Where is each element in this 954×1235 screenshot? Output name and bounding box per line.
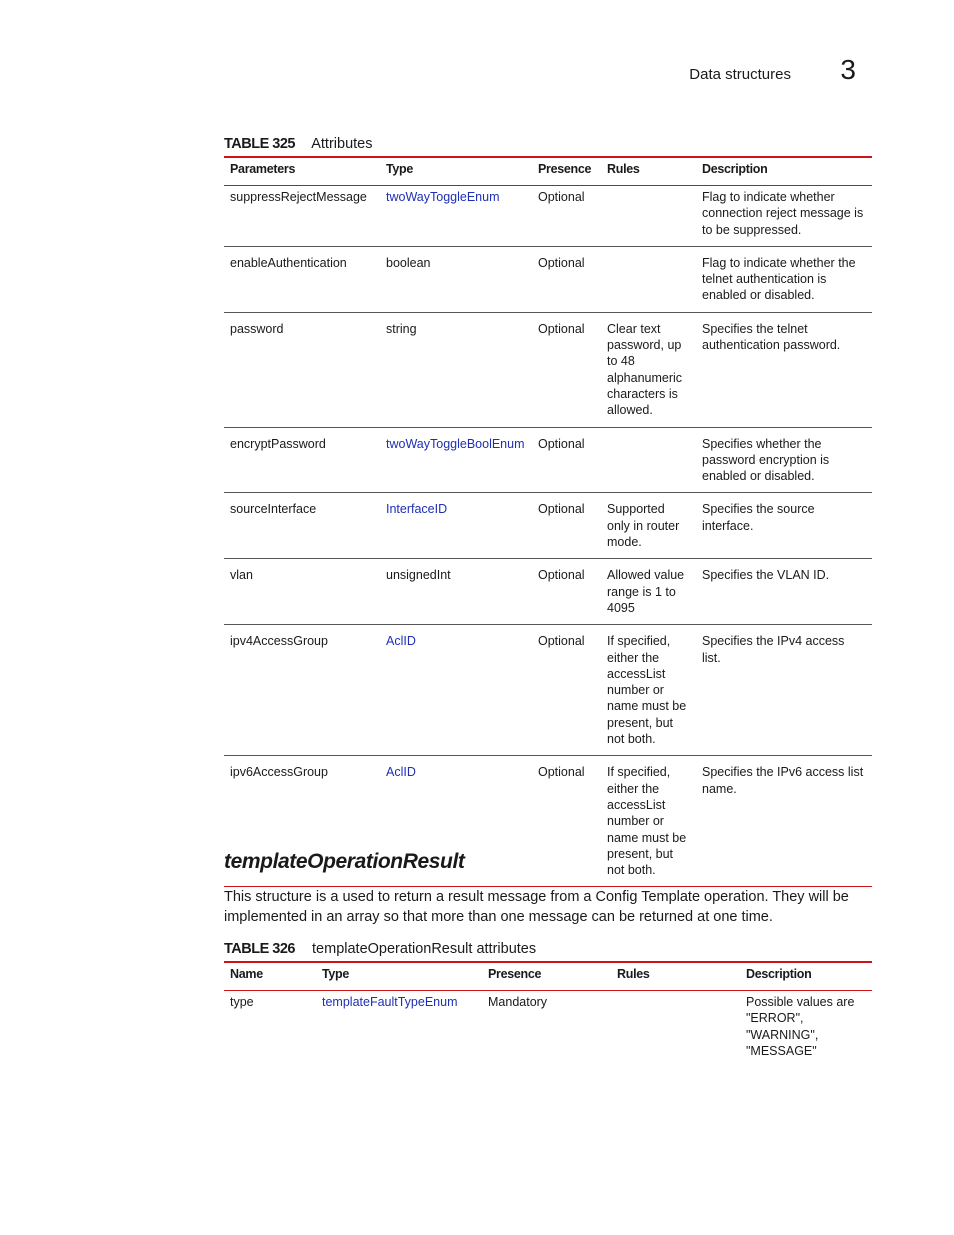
parameter-cell: password [224,312,380,427]
type-link[interactable]: templateFaultTypeEnum [322,995,458,1009]
column-header: Description [740,962,872,991]
column-header: Presence [482,962,611,991]
chapter-number: 3 [840,54,856,85]
rules-cell [601,246,696,312]
table-326-caption [224,941,536,957]
type-link[interactable]: AclID [386,634,416,649]
type-link[interactable]: twoWayToggleEnum [386,190,500,204]
rules-cell [601,427,696,493]
column-header: Description [696,157,872,186]
type-link[interactable]: twoWayToggleBoolEnum [386,436,525,451]
table-row [224,559,872,625]
type-cell [380,493,532,559]
presence-cell: Optional [532,493,601,559]
parameter-cell: vlan [224,559,380,625]
type-cell [380,427,532,493]
table-325-caption [224,136,372,152]
column-header: Type [316,962,482,991]
column-header: Type [380,157,532,186]
parameter-cell: enableAuthentication [224,246,380,312]
table-326-body [224,991,872,1068]
presence-cell: Mandatory [488,995,548,1009]
parameter-cell: encryptPassword [224,427,380,493]
type-cell: string [380,312,532,427]
table-row [224,991,872,1068]
column-header: Rules [601,157,696,186]
table-row [224,312,872,427]
column-header: Parameters [224,157,380,186]
description-cell: Specifies the source interface. [696,493,872,559]
description-cell: Flag to indicate whether connection reject message is to be suppressed. [696,186,872,247]
rules-cell: Clear text password, up to 48 alphanumeric characters is allowed. [601,312,696,427]
type-link[interactable]: InterfaceID [386,502,448,517]
column-header: Name [224,962,316,991]
type-cell [380,186,532,247]
presence-cell: Optional [532,625,601,756]
table-row [224,625,872,756]
table-row [224,493,872,559]
running-header-section: Data structures [689,66,791,83]
parameter-cell: sourceInterface [224,493,380,559]
presence-cell: Optional [532,186,601,247]
table-label: TABLE 325 [224,136,295,152]
table-title: Attributes [311,136,373,152]
rules-cell: Supported only in router mode. [601,493,696,559]
presence-cell: Optional [532,312,601,427]
column-header: Rules [611,962,740,991]
section-body: This structure is a used to return a result message from a Config Template operation. They will be implemented in an array so that more than one message can be returned at one time. [224,889,849,925]
section-title: templateOperationResult [224,850,465,873]
description-cell: Specifies the VLAN ID. [696,559,872,625]
rules-cell [611,991,740,1068]
table-row [224,186,872,247]
presence-cell: Optional [532,427,601,493]
type-cell [380,625,532,756]
parameter-cell: ipv6AccessGroup [224,756,380,887]
type-cell [316,991,482,1068]
presence-cell: Optional [532,559,601,625]
table-title: templateOperationResult attributes [312,941,537,957]
rules-cell: Allowed value range is 1 to 4095 [601,559,696,625]
parameter-cell: suppressRejectMessage [224,186,380,247]
description-cell: Possible values are "ERROR", "WARNING", "MESSAGE" [746,995,855,1058]
presence-cell: Optional [532,756,601,887]
table-header-row [224,962,872,991]
type-cell: boolean [380,246,532,312]
table-325 [224,156,872,887]
table-label: TABLE 326 [224,941,295,957]
table-row [224,246,872,312]
type-cell: unsignedInt [380,559,532,625]
description-cell: Flag to indicate whether the telnet authentication is enabled or disabled. [696,246,872,312]
parameter-cell: type [230,995,254,1009]
rules-cell: If specified, either the accessList number or name must be present, but not both. [601,756,696,887]
table-row [224,427,872,493]
type-link[interactable]: AclID [386,765,416,780]
table-325-body [224,186,872,887]
presence-cell: Optional [532,246,601,312]
table-326 [224,961,872,1067]
description-cell: Specifies the IPv4 access list. [696,625,872,756]
description-cell: Specifies whether the password encryption is enabled or disabled. [696,427,872,493]
description-cell: Specifies the telnet authentication password. [696,312,872,427]
rules-cell: If specified, either the accessList number or name must be present, but not both. [601,625,696,756]
parameter-cell: ipv4AccessGroup [224,625,380,756]
description-cell: Specifies the IPv6 access list name. [696,756,872,887]
column-header: Presence [532,157,601,186]
rules-cell [601,186,696,247]
table-header-row [224,157,872,186]
